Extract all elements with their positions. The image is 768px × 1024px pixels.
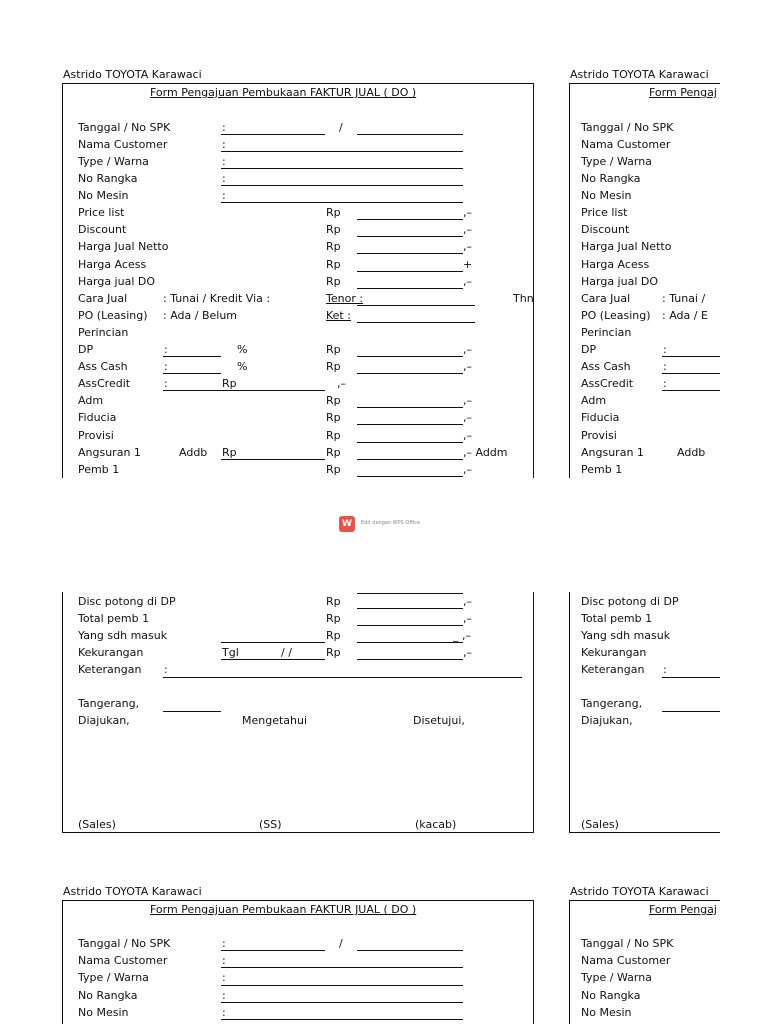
wps-watermark-text: Edit dengan WPS Office (361, 520, 421, 526)
po-options: : Ada / Belum (163, 309, 238, 322)
form-page-2-right: Disc potong di DP Total pemb 1 Yang sdh masuk Kekurangan Keterangan : Tangerang, Diajukan, (Sales) (565, 590, 720, 834)
form-title: Form Pengajuan Pembukaan FAKTUR JUAL ( DO ) (150, 86, 417, 99)
label-mengetahui: Mengetahui (242, 714, 308, 727)
sign-sales: (Sales) (78, 818, 116, 831)
label-diajukan: Diajukan, (78, 714, 130, 727)
label-adm: Adm (78, 394, 104, 407)
label-cara: Cara Jual (78, 292, 128, 305)
form-page-3-right: Astrido TOYOTA Karawaci Form Pengaj Tanggal / No SPK Nama Customer Type / Warna No Rangka No Mesin (565, 878, 720, 1024)
spk-number-line (357, 134, 463, 135)
label-provisi: Provisi (78, 429, 114, 442)
sign-ss: (SS) (259, 818, 282, 831)
cara-options: : Tunai / Kredit Via : (163, 292, 271, 305)
label-tanggal: Tanggal / No SPK (78, 121, 171, 134)
label-total: Total pemb 1 (78, 612, 150, 625)
mesin-line (221, 202, 463, 203)
label-disc: Disc potong di DP (78, 595, 176, 608)
sign-kacab: (kacab) (415, 818, 457, 831)
tenor-label: Tenor : (326, 292, 364, 305)
wps-logo-icon: W (339, 516, 355, 532)
label-do: Harga jual DO (78, 275, 156, 288)
label-perincian: Perincian (78, 326, 129, 339)
label-price: Price list (78, 206, 125, 219)
label-pemb: Pemb 1 (78, 463, 120, 476)
label-type: Type / Warna (78, 155, 149, 168)
thn-label: Thn (513, 292, 534, 305)
label-dp: DP (78, 343, 94, 356)
label-angsuran: Angsuran 1 (78, 446, 141, 459)
label-acess: Harga Acess (78, 258, 147, 271)
label-po: PO (Leasing) (78, 309, 148, 322)
label-masuk: Yang sdh masuk (78, 629, 168, 642)
label-discount: Discount (78, 223, 127, 236)
label-tangerang: Tangerang, (78, 697, 140, 710)
label-rangka: No Rangka (78, 172, 138, 185)
label-asscash: Ass Cash (78, 360, 128, 373)
label-mesin: No Mesin (78, 189, 129, 202)
label-disetujui: Disetujui, (413, 714, 465, 727)
label-netto: Harga Jual Netto (78, 240, 169, 253)
type-line (221, 168, 463, 169)
form-page-1-right: Astrido TOYOTA Karawaci Form Pengaj Tanggal / No SPK Nama Customer Type / Warna No Rangka No Mesin Price list Discount Harga Jual Netto Harga Acess Harga jual DO Cara Jual : Tunai / PO (Leasing) : Ada / E Perincian DP : Ass Cash : AssCredit : Adm Fiducia Provisi Angsuran 1 Addb Pemb 1 (565, 60, 720, 480)
spk-date-line (221, 134, 325, 135)
label-asscredit: AssCredit (78, 377, 131, 390)
company-name: Astrido TOYOTA Karawaci (63, 68, 202, 81)
label-nama: Nama Customer (78, 138, 168, 151)
label-fiducia: Fiducia (78, 411, 117, 424)
label-kurang: Kekurangan (78, 646, 144, 659)
label-keterangan: Keterangan (78, 663, 142, 676)
ket-label: Ket : (326, 309, 351, 322)
rangka-line (221, 185, 463, 186)
nama-line (221, 151, 463, 152)
